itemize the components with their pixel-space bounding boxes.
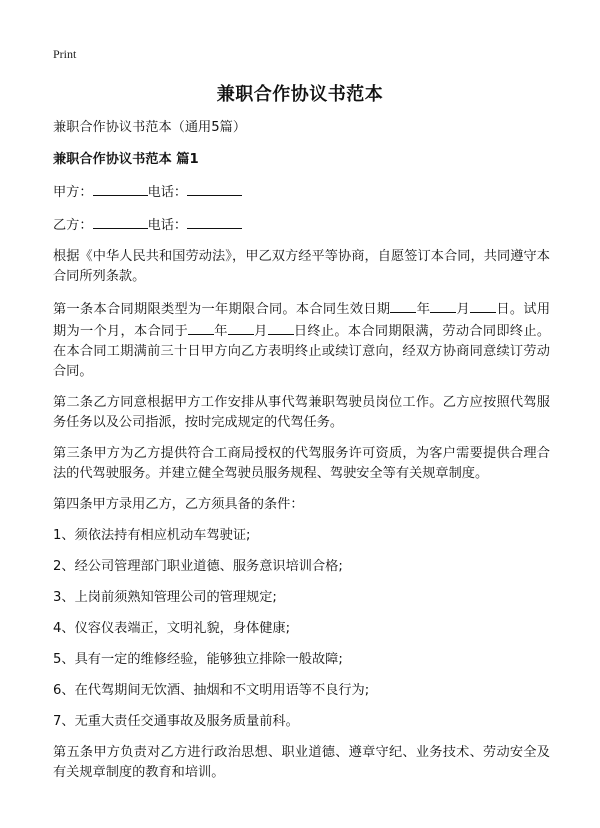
blank-end-year	[188, 320, 214, 335]
party-b-blank	[93, 214, 148, 229]
article-3: 第三条甲方为乙方提供符合工商局授权的代驾服务许可资质，为客户需要提供合理合法的代驾驶服务。并建立健全驾驶员服务规程、驾驶安全等有关规章制度。	[53, 446, 550, 481]
party-a-label: 甲方：	[53, 185, 93, 200]
document-body	[53, 118, 550, 794]
article-1-text-a: 第一条本合同期限类型为一年期限合同。本合同生效日期	[53, 302, 391, 317]
party-b-phone-label: 电话：	[147, 218, 188, 233]
article-1-end-year: 年	[213, 324, 228, 339]
party-b-phone-blank	[187, 214, 242, 229]
list-item: 1、须依法持有相应机动车驾驶证;	[53, 528, 251, 543]
list-item: 6、在代驾期间无饮酒、抽烟和不文明用语等不良行为;	[53, 683, 370, 698]
article-1-month: 月	[456, 302, 471, 317]
article-1-text-b: 日。试用期为一个月，本合同于	[53, 302, 551, 339]
list-item: 7、无重大责任交通事故及服务质量前科。	[53, 714, 299, 729]
party-a-row	[53, 181, 550, 203]
document-title: 兼职合作协议书范本	[216, 84, 384, 105]
party-b-row	[53, 214, 550, 236]
party-a-phone-label: 电话：	[147, 185, 188, 200]
article-1-text-c: 日终止。本合同期限满，劳动合同即终止。在本合同工期满前三十日甲方向乙方表明终止或续订意向，经双方协商同意续订劳动合同。	[53, 324, 551, 379]
list-item: 3、上岗前须熟知管理公司的管理规定;	[53, 590, 277, 605]
party-a-phone-blank	[187, 181, 242, 196]
article-1-year: 年	[416, 302, 431, 317]
article-2: 第二条乙方同意根据甲方工作安排从事代驾兼职驾驶员岗位工作。乙方应按照代驾服务任务以及公司指派，按时完成规定的代驾任务。	[53, 395, 550, 430]
intro-paragraph: 根据《中华人民共和国劳动法》，甲乙双方经平等协商，自愿签订本合同，共同遵守本合同所列条款。	[53, 249, 550, 284]
blank-month	[430, 298, 456, 313]
list-item: 4、仪容仪表端正，文明礼貌，身体健康;	[53, 621, 291, 636]
article-1	[53, 298, 550, 382]
blank-day	[470, 298, 496, 313]
party-a-blank	[93, 181, 148, 196]
document-subtitle: 兼职合作协议书范本（通用5篇）	[53, 120, 247, 135]
list-item: 5、具有一定的维修经验，能够独立排除一般故障;	[53, 652, 343, 667]
blank-year	[390, 298, 416, 313]
list-item: 2、经公司管理部门职业道德、服务意识培训合格;	[53, 559, 343, 574]
print-link[interactable]: Print	[53, 47, 77, 61]
section-heading: 兼职合作协议书范本 篇1	[53, 152, 199, 167]
party-b-label: 乙方：	[53, 218, 93, 233]
article-5: 第五条甲方负责对乙方进行政治思想、职业道德、遵章守纪、业务技术、劳动安全及有关规章制度的教育和培训。	[53, 745, 550, 780]
article-1-end-month: 月	[253, 324, 268, 339]
article-4-intro: 第四条甲方录用乙方，乙方须具备的条件：	[53, 497, 304, 512]
blank-end-day	[268, 320, 294, 335]
blank-end-month	[228, 320, 254, 335]
